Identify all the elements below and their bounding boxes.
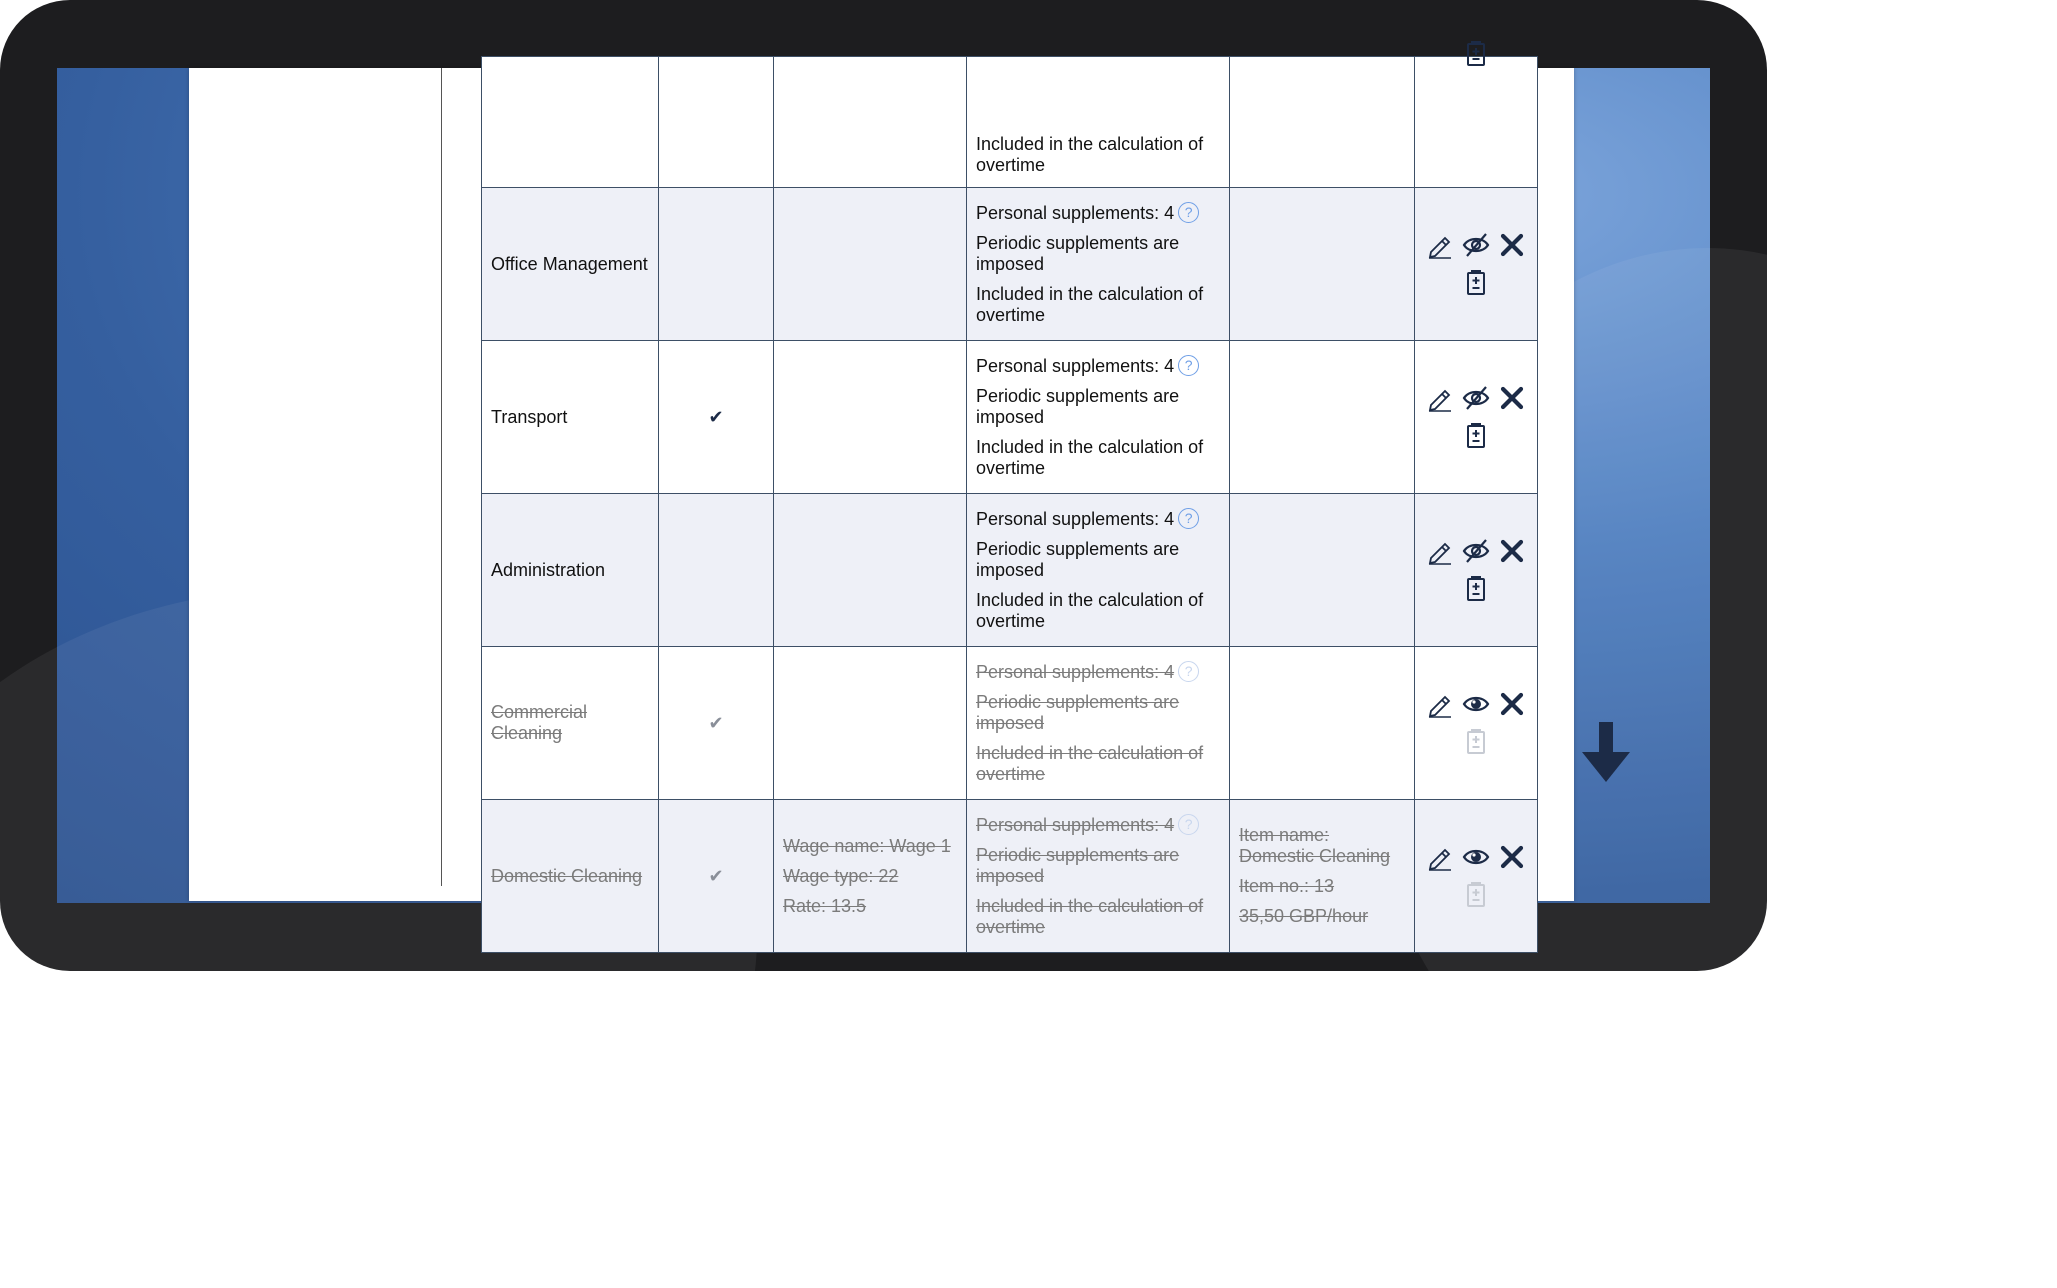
supplement-calculator-icon[interactable] bbox=[1461, 268, 1491, 298]
category-table bbox=[481, 56, 1538, 953]
hide-eye-slash-icon[interactable] bbox=[1461, 230, 1491, 260]
supplement-info-line bbox=[976, 743, 1220, 785]
supplement-info-cell bbox=[967, 800, 1230, 953]
supplement-info-text: Periodic supplements are imposed bbox=[976, 386, 1180, 427]
supplement-info-text: Periodic supplements are imposed bbox=[976, 233, 1180, 274]
supplement-calculator-icon[interactable] bbox=[1461, 421, 1491, 451]
supplement-calculator-icon[interactable] bbox=[1461, 57, 1491, 69]
check-cell bbox=[659, 800, 774, 953]
wage-detail: Wage name: Wage 1 bbox=[783, 835, 951, 856]
category-cell bbox=[482, 341, 659, 494]
edit-pencil-icon[interactable] bbox=[1425, 536, 1455, 566]
supplement-info-line bbox=[976, 814, 1220, 836]
delete-close-icon[interactable] bbox=[1497, 689, 1527, 719]
supplement-calculator-icon bbox=[1461, 727, 1491, 757]
supplement-calculator-icon bbox=[1461, 880, 1491, 910]
supplement-info-line bbox=[976, 386, 1220, 428]
item-cell bbox=[1230, 57, 1415, 188]
delete-close-icon[interactable] bbox=[1497, 230, 1527, 260]
supplement-info-text: Personal supplements: 4 bbox=[976, 815, 1175, 835]
category-name: Office Management bbox=[491, 253, 648, 274]
supplement-info-line bbox=[976, 134, 1220, 176]
supplement-info-line bbox=[976, 590, 1220, 632]
supplement-info-text: Included in the calculation of overtime bbox=[976, 743, 1204, 784]
supplement-info-text: Periodic supplements are imposed bbox=[976, 539, 1180, 580]
supplement-info-cell bbox=[967, 57, 1230, 188]
supplement-info-line bbox=[976, 896, 1220, 938]
delete-close-icon[interactable] bbox=[1497, 536, 1527, 566]
supplement-info-cell bbox=[967, 341, 1230, 494]
show-eye-icon[interactable] bbox=[1461, 689, 1491, 719]
supplement-info-line bbox=[976, 284, 1220, 326]
category-name: Administration bbox=[491, 559, 606, 580]
category-cell bbox=[482, 647, 659, 800]
wage-cell bbox=[774, 494, 967, 647]
show-eye-icon[interactable] bbox=[1461, 842, 1491, 872]
desktop-background bbox=[57, 68, 1710, 937]
help-icon[interactable]: ? bbox=[1178, 355, 1199, 376]
supplement-info-line bbox=[976, 845, 1220, 887]
supplement-info-text: Included in the calculation of overtime bbox=[976, 590, 1204, 631]
category-cell bbox=[482, 188, 659, 341]
item-cell bbox=[1230, 494, 1415, 647]
check-cell bbox=[659, 341, 774, 494]
supplement-info-text: Personal supplements: 4 bbox=[976, 662, 1175, 682]
table-row bbox=[482, 647, 1538, 800]
supplement-info-text: Included in the calculation of overtime bbox=[976, 134, 1204, 175]
supplement-info-line bbox=[976, 202, 1220, 224]
supplement-info-text: Personal supplements: 4 bbox=[976, 509, 1175, 529]
help-icon[interactable]: ? bbox=[1178, 202, 1199, 223]
category-cell bbox=[482, 800, 659, 953]
supplement-info-text: Personal supplements: 4 bbox=[976, 203, 1175, 223]
supplement-info-line bbox=[976, 539, 1220, 581]
supplement-info-line bbox=[976, 355, 1220, 377]
supplement-info-text: Periodic supplements are imposed bbox=[976, 845, 1180, 886]
category-cell bbox=[482, 494, 659, 647]
item-cell bbox=[1230, 341, 1415, 494]
supplement-info-cell bbox=[967, 494, 1230, 647]
help-icon[interactable]: ? bbox=[1178, 661, 1199, 682]
supplement-info-line bbox=[976, 233, 1220, 275]
supplement-info-line bbox=[976, 692, 1220, 734]
wage-cell bbox=[774, 57, 967, 188]
help-icon[interactable]: ? bbox=[1178, 814, 1199, 835]
down-arrow-indicator bbox=[1582, 722, 1630, 786]
supplement-info-line bbox=[976, 437, 1220, 479]
check-cell bbox=[659, 188, 774, 341]
supplement-info-text: Personal supplements: 4 bbox=[976, 356, 1175, 376]
supplement-info-cell bbox=[967, 647, 1230, 800]
table-row bbox=[482, 800, 1538, 953]
item-detail: 35,50 GBP/hour bbox=[1239, 906, 1369, 926]
wage-cell bbox=[774, 341, 967, 494]
wage-cell bbox=[774, 188, 967, 341]
category-name: Transport bbox=[491, 406, 568, 427]
supplement-info-text: Included in the calculation of overtime bbox=[976, 437, 1204, 478]
actions-cell bbox=[1415, 494, 1538, 647]
supplement-info-text: Included in the calculation of overtime bbox=[976, 284, 1204, 325]
category-name: Commercial Cleaning bbox=[491, 702, 588, 743]
delete-close-icon[interactable] bbox=[1497, 383, 1527, 413]
supplement-info-line bbox=[976, 661, 1220, 683]
supplement-info-text: Periodic supplements are imposed bbox=[976, 692, 1180, 733]
actions-cell bbox=[1415, 647, 1538, 800]
item-detail: Item name: Domestic Cleaning bbox=[1239, 825, 1391, 866]
wage-detail: Rate: 13.5 bbox=[783, 895, 867, 916]
wage-cell bbox=[774, 800, 967, 953]
supplement-info-line bbox=[976, 508, 1220, 530]
table-row bbox=[482, 188, 1538, 341]
edit-pencil-icon[interactable] bbox=[1425, 842, 1455, 872]
help-icon[interactable]: ? bbox=[1178, 508, 1199, 529]
item-cell bbox=[1230, 800, 1415, 953]
supplement-info-text: Included in the calculation of overtime bbox=[976, 896, 1204, 937]
hide-eye-slash-icon[interactable] bbox=[1461, 536, 1491, 566]
content-page bbox=[189, 68, 1574, 937]
table-row bbox=[482, 494, 1538, 647]
edit-pencil-icon[interactable] bbox=[1425, 230, 1455, 260]
actions-cell bbox=[1415, 57, 1538, 188]
category-cell bbox=[482, 57, 659, 188]
checkmark-icon: ✔ bbox=[708, 865, 724, 886]
supplement-calculator-icon[interactable] bbox=[1461, 574, 1491, 604]
wage-cell bbox=[774, 647, 967, 800]
table-row bbox=[482, 57, 1538, 188]
wage-detail: Wage type: 22 bbox=[783, 865, 899, 886]
table-row bbox=[482, 341, 1538, 494]
sidebar-divider bbox=[441, 68, 442, 886]
check-cell bbox=[659, 494, 774, 647]
actions-cell bbox=[1415, 800, 1538, 953]
edit-pencil-icon[interactable] bbox=[1425, 689, 1455, 719]
checkmark-icon: ✔ bbox=[708, 712, 724, 733]
check-cell bbox=[659, 647, 774, 800]
delete-close-icon[interactable] bbox=[1497, 842, 1527, 872]
checkmark-icon: ✔ bbox=[708, 406, 724, 427]
supplement-info-cell bbox=[967, 188, 1230, 341]
item-cell bbox=[1230, 647, 1415, 800]
hide-eye-slash-icon[interactable] bbox=[1461, 383, 1491, 413]
check-cell bbox=[659, 57, 774, 188]
edit-pencil-icon[interactable] bbox=[1425, 383, 1455, 413]
actions-cell bbox=[1415, 341, 1538, 494]
item-cell bbox=[1230, 188, 1415, 341]
actions-cell bbox=[1415, 188, 1538, 341]
category-name: Domestic Cleaning bbox=[491, 865, 643, 886]
item-detail: Item no.: 13 bbox=[1239, 876, 1335, 896]
